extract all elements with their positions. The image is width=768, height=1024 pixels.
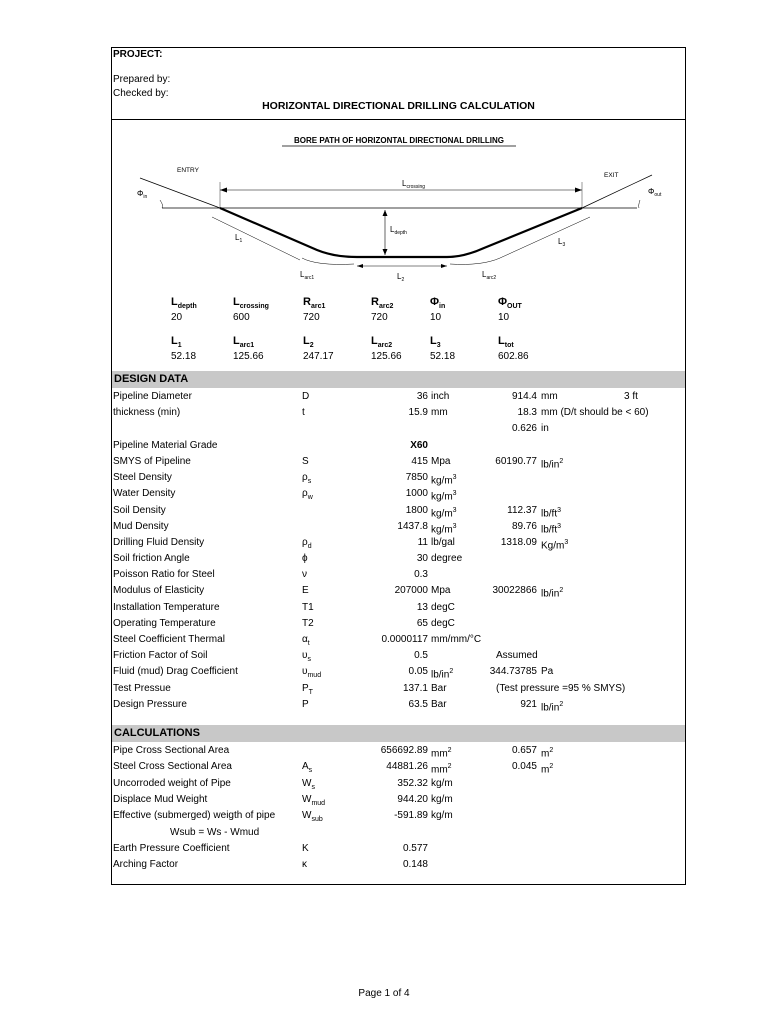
- param-value: 247.17: [303, 351, 334, 362]
- row-value-converted: 18.3: [517, 407, 537, 418]
- row-value: 7850: [405, 472, 428, 483]
- row-note: Assumed: [496, 650, 538, 661]
- param-value: 20: [171, 312, 183, 323]
- row-label: Pipe Cross Sectional Area: [113, 745, 230, 756]
- row-value-converted: 0.045: [511, 761, 537, 772]
- row-value: 13: [416, 602, 428, 613]
- row-label: SMYS of Pipeline: [113, 456, 191, 467]
- row-label: Steel Coefficient Thermal: [113, 634, 225, 645]
- row-unit-converted: mm: [541, 391, 558, 402]
- row-label: Displace Mud Weight: [113, 794, 208, 805]
- row-value: 1800: [405, 505, 428, 516]
- phi-in-label: $\Phi_{in}$: [137, 189, 148, 200]
- row-value: 15.9: [408, 407, 428, 418]
- row-unit-converted: $Kg/m^3$: [541, 539, 569, 552]
- page-number: Page 1 of 4: [358, 988, 410, 999]
- row-unit: $mm^2$: [431, 763, 452, 776]
- row-symbol: κ: [302, 859, 307, 870]
- row-unit: degC: [431, 618, 455, 629]
- l-arc1-label: $L_{arc1}$: [300, 270, 315, 281]
- param-symbol: $L_{arc2}$: [371, 335, 393, 350]
- row-label: Fluid (mud) Drag Coefficient: [113, 666, 238, 677]
- row-symbol: $\rho_d$: [302, 537, 312, 550]
- row-symbol: T2: [302, 618, 314, 629]
- row-label: Poisson Ratio for Steel: [113, 569, 215, 580]
- row-value: 656692.89: [380, 745, 428, 756]
- row-unit: inch: [431, 391, 450, 402]
- param-symbol: $R_{arc2}$: [371, 296, 394, 311]
- calculations-heading: CALCULATIONS: [114, 727, 200, 739]
- param-value: 720: [303, 312, 320, 323]
- row-value: 0.148: [402, 859, 428, 870]
- row-value: 415: [411, 456, 428, 467]
- row-label: Pipeline Diameter: [113, 391, 192, 402]
- row-symbol: ν: [302, 569, 307, 580]
- row-unit: kg/m: [431, 794, 453, 805]
- param-symbol: $L_{arc1}$: [233, 335, 255, 350]
- row-label: thickness (min): [113, 407, 181, 418]
- entry-label: ENTRY: [177, 167, 199, 174]
- row-label: Drilling Fluid Density: [113, 537, 205, 548]
- row-label: Effective (submerged) weigth of pipe: [113, 810, 276, 821]
- row-label: Pipeline Material Grade: [113, 440, 218, 451]
- row-value: 30: [416, 553, 428, 564]
- row-label: Modulus of Elasticity: [113, 585, 205, 596]
- row-unit: mm/mm/°C: [431, 634, 482, 645]
- row-unit: Bar: [431, 683, 447, 694]
- row-unit: $lb/in^2$: [431, 668, 454, 681]
- row-value-converted: 30022866: [492, 585, 537, 596]
- row-value-converted: 921: [520, 699, 537, 710]
- l3-label: $L_3$: [558, 237, 566, 248]
- param-value: 52.18: [430, 351, 456, 362]
- row-symbol: $P_T$: [302, 683, 313, 696]
- row-value: 0.05: [408, 666, 428, 677]
- param-value: 600: [233, 312, 250, 323]
- row-value: 137.1: [402, 683, 428, 694]
- row-unit: $kg/m^3$: [431, 523, 457, 536]
- row-value: 0.577: [402, 843, 428, 854]
- param-value: 125.66: [233, 351, 264, 362]
- param-symbol: $\Phi_{OUT}$: [498, 296, 522, 311]
- param-value: 10: [498, 312, 510, 323]
- l2-label: $L_2$: [397, 272, 405, 283]
- param-value: 602.86: [498, 351, 529, 362]
- document-title: HORIZONTAL DIRECTIONAL DRILLING CALCULATION: [262, 100, 535, 112]
- row-symbol: P: [302, 699, 309, 710]
- row-label: Friction Factor of Soil: [113, 650, 208, 661]
- row-value: 0.0000117: [381, 634, 428, 645]
- row-value: 0.3: [414, 569, 428, 580]
- row-value-converted: 0.626: [511, 423, 537, 434]
- row-value: 207000: [394, 585, 428, 596]
- row-symbol: $\upsilon_{mud}$: [302, 666, 322, 679]
- checked-by-label: Checked by:: [113, 88, 169, 99]
- row-value: X60: [410, 440, 428, 451]
- row-unit-converted: $lb/ft^3$: [541, 507, 562, 520]
- prepared-by-label: Prepared by:: [113, 74, 171, 85]
- row-label: Mud Density: [113, 521, 169, 532]
- row-unit-converted: mm (D/t should be < 60): [541, 407, 649, 418]
- row-symbol: T1: [302, 602, 314, 613]
- row-value: -591.89: [394, 810, 428, 821]
- row-unit: degC: [431, 602, 455, 613]
- row-unit: kg/m: [431, 810, 453, 821]
- param-symbol: $L_{depth}$: [171, 296, 197, 311]
- row-value: 11: [417, 537, 428, 548]
- row-unit: Bar: [431, 699, 447, 710]
- row-label: Test Pressue: [113, 683, 171, 694]
- row-value-converted: 60190.77: [495, 456, 537, 467]
- row-unit-converted: $m^2$: [541, 763, 554, 776]
- row-symbol: $\upsilon_s$: [302, 650, 311, 663]
- diagram-title: BORE PATH OF HORIZONTAL DIRECTIONAL DRILLING: [294, 136, 504, 145]
- param-value: 52.18: [171, 351, 197, 362]
- param-symbol: $L_1$: [171, 335, 182, 350]
- row-unit: Mpa: [431, 585, 451, 596]
- row-unit: kg/m: [431, 778, 453, 789]
- row-label: Installation Temperature: [113, 602, 220, 613]
- row-unit: mm: [431, 407, 448, 418]
- row-label: Wsub = Ws - Wmud: [170, 827, 260, 838]
- row-unit-converted: Pa: [541, 666, 554, 677]
- param-value: 720: [371, 312, 388, 323]
- row-label: Operating Temperature: [113, 618, 216, 629]
- row-symbol: $A_s$: [302, 761, 313, 774]
- row-unit-converted: $lb/in^2$: [541, 587, 564, 600]
- row-label: Steel Density: [113, 472, 172, 483]
- row-symbol: $\rho_s$: [302, 472, 312, 485]
- param-symbol: $L_3$: [430, 335, 441, 350]
- calculations-band: [112, 725, 685, 742]
- row-symbol: t: [302, 407, 305, 418]
- param-symbol: $L_2$: [303, 335, 314, 350]
- row-symbol: ϕ: [302, 553, 308, 564]
- l1-label: $L_1$: [235, 233, 243, 244]
- row-label: Steel Cross Sectional Area: [113, 761, 232, 772]
- bore-path-diagram: [112, 120, 685, 290]
- row-unit: Mpa: [431, 456, 451, 467]
- phi-out-label: $\Phi_{out}$: [648, 187, 662, 198]
- row-symbol: $W_s$: [302, 778, 315, 791]
- row-unit-converted: $lb/in^2$: [541, 701, 564, 714]
- row-value-converted: 344.73785: [489, 666, 537, 677]
- row-value: 63.5: [408, 699, 428, 710]
- row-label: Soil friction Angle: [113, 553, 190, 564]
- row-symbol: $W_{mud}$: [302, 794, 326, 807]
- row-unit: $kg/m^3$: [431, 490, 457, 503]
- row-unit-converted: $lb/in^2$: [541, 458, 564, 471]
- row-unit-converted: $lb/ft^3$: [541, 523, 562, 536]
- row-unit: $mm^2$: [431, 747, 452, 760]
- row-value: 0.5: [414, 650, 428, 661]
- row-unit-converted: in: [541, 423, 549, 434]
- row-unit: $kg/m^3$: [431, 474, 457, 487]
- row-value-converted: 89.76: [511, 521, 537, 532]
- row-label: Design Pressure: [113, 699, 187, 710]
- param-value: 125.66: [371, 351, 402, 362]
- row-symbol: S: [302, 456, 309, 467]
- row-value-converted: 1318.09: [500, 537, 537, 548]
- row-unit: lb/gal: [431, 537, 455, 548]
- row-value-converted: 112.37: [507, 505, 537, 516]
- row-label: Water Density: [113, 488, 176, 499]
- row-symbol: $\rho_w$: [302, 488, 313, 501]
- l-crossing-label: $L_{crossing}$: [402, 179, 426, 190]
- row-symbol: K: [302, 843, 309, 854]
- exit-label: EXIT: [604, 172, 619, 179]
- row-value-converted: 914.4: [511, 391, 537, 402]
- row-symbol: $\alpha_t$: [302, 634, 310, 647]
- row-symbol: $W_{sub}$: [302, 810, 323, 823]
- param-value: 10: [430, 312, 442, 323]
- row-label: Earth Pressure Coefficient: [113, 843, 230, 854]
- param-symbol: $\Phi_{in}$: [430, 296, 446, 311]
- row-unit: $kg/m^3$: [431, 507, 457, 520]
- row-value: 36: [416, 391, 428, 402]
- param-symbol: $R_{arc1}$: [303, 296, 326, 311]
- l-depth-label: $L_{depth}$: [390, 225, 407, 236]
- param-symbol: $L_{crossing}$: [233, 296, 269, 311]
- row-unit-converted: $m^2$: [541, 747, 554, 760]
- row-label: Uncorroded weight of Pipe: [113, 778, 231, 789]
- l-arc2-label: $L_{arc2}$: [482, 270, 497, 281]
- row-label: Arching Factor: [113, 859, 179, 870]
- row-symbol: E: [302, 585, 309, 596]
- param-symbol: $L_{tot}$: [498, 335, 514, 350]
- design-data-band: [112, 371, 685, 388]
- row-value: 65: [416, 618, 428, 629]
- row-value: 944.20: [397, 794, 428, 805]
- design-data-heading: DESIGN DATA: [114, 373, 189, 385]
- row-symbol: D: [302, 391, 310, 402]
- row-note: (Test pressure =95 % SMYS): [496, 683, 626, 694]
- row-value: 352.32: [397, 778, 428, 789]
- row-extra: 3 ft: [624, 391, 638, 402]
- row-label: Soil Density: [113, 505, 166, 516]
- document-frame: [111, 47, 686, 885]
- row-value: 1437.8: [397, 521, 428, 532]
- row-value-converted: 0.657: [511, 745, 537, 756]
- row-value: 1000: [405, 488, 428, 499]
- row-unit: degree: [431, 553, 463, 564]
- project-label: PROJECT:: [113, 49, 163, 60]
- row-value: 44881.26: [386, 761, 428, 772]
